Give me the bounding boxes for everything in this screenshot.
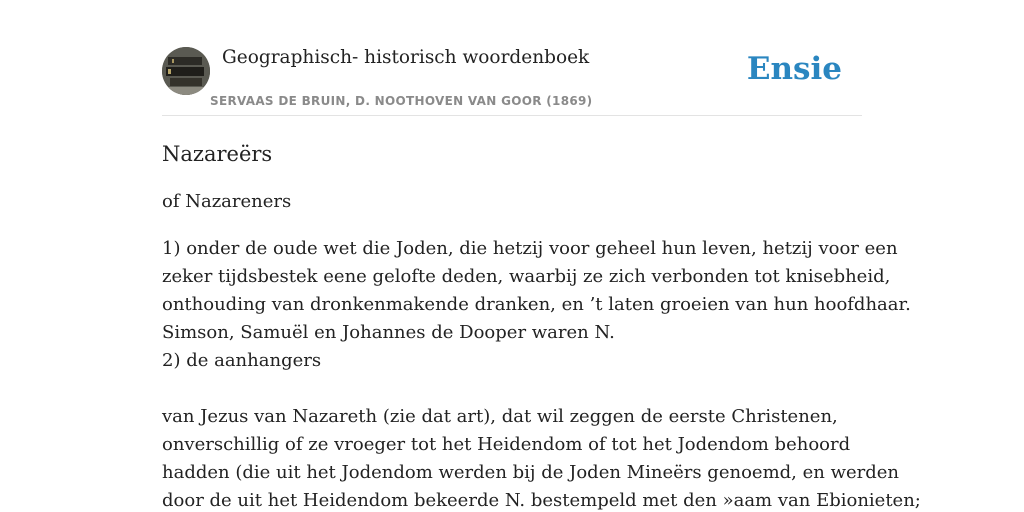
body-line: 2) de aanhangers (162, 350, 322, 371)
body-line: door de uit het Heidendom bekeerde N. bestempeld met den »aam van Ebionieten; (162, 490, 921, 511)
article-subtitle: of Nazareners (162, 191, 292, 212)
body-line: 1) onder de oude wet die Joden, die hetzij voor geheel hun leven, hetzij voor een (162, 238, 898, 259)
book-title[interactable]: Geographisch- historisch woordenboek (222, 47, 590, 68)
body-line: Simson, Samuël en Johannes de Dooper waren N. (162, 322, 615, 343)
book-cover-icon[interactable] (162, 47, 210, 95)
body-line: zeker tijdsbestek eene gelofte deden, waarbij ze zich verbonden tot knisebheid, (162, 266, 891, 287)
body-line: onthouding van dronkenmakende dranken, en ’t laten groeien van hun hoofdhaar. (162, 294, 911, 315)
body-line: van Jezus van Nazareth (zie dat art), dat wil zeggen de eerste Christenen, (162, 406, 838, 427)
book-cover-graphic (162, 47, 210, 95)
body-line: onverschillig of ze vroeger tot het Heidendom of tot het Jodendom behoord (162, 434, 851, 455)
book-authors: SERVAAS DE BRUIN, D. NOOTHOVEN VAN GOOR (1869) (210, 94, 593, 108)
paragraph-break (162, 375, 862, 403)
dictionary-header (162, 0, 862, 116)
body-line: hadden (die uit het Jodendom werden bij de Joden Mineërs genoemd, en werden (162, 462, 899, 483)
article-body (162, 235, 921, 512)
ensie-logo-link[interactable]: Ensie (746, 51, 842, 87)
article-headword: Nazareërs (162, 142, 273, 166)
article (162, 138, 921, 512)
